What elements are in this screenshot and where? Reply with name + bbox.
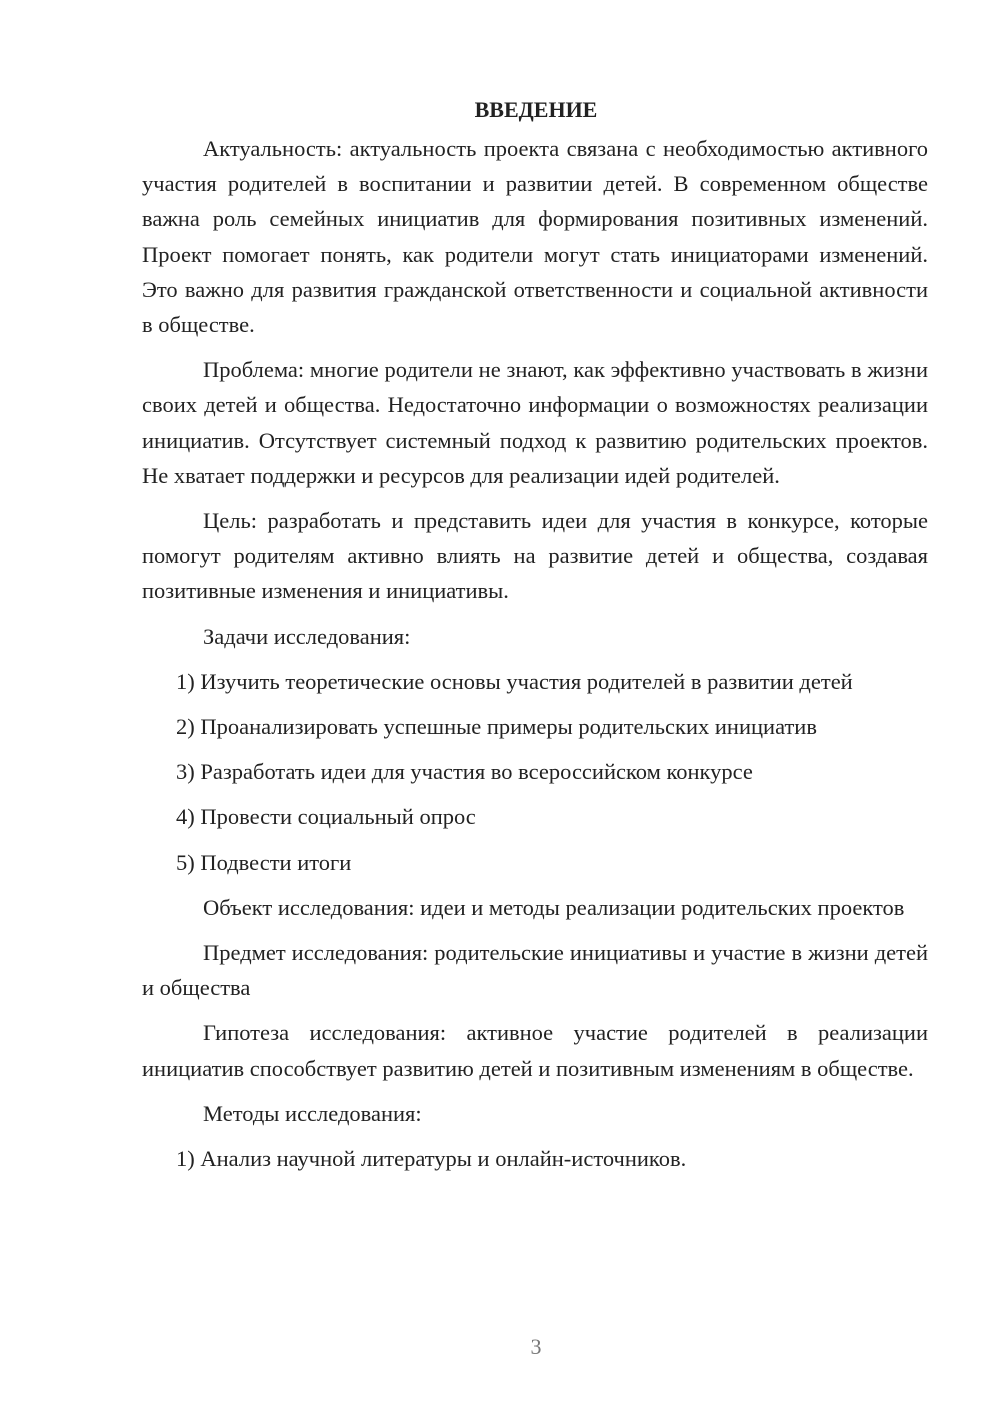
methods-heading: Методы исследования:	[203, 1100, 422, 1126]
section-title: ВВЕДЕНИЕ	[474, 97, 598, 122]
problem-paragraph: Проблема: многие родители не знают, как эффективно участвовать в жизни своих детей и общества. Недостаточно информации о возможностях реализации инициатив. Отсутствует системный подход к развитию родительских проектов. Не хватает поддержки и ресурсов для реализации идей родителей.	[142, 357, 928, 488]
task-item: 4) Провести социальный опрос	[176, 804, 476, 830]
goal-paragraph: Цель: разработать и представить идеи для участия в конкурсе, которые помогут родителям активно влиять на развитие детей и общества, создавая позитивные изменения и инициативы.	[142, 508, 928, 604]
methods-list	[142, 1141, 928, 1176]
method-item: 1) Анализ научной литературы и онлайн-источников.	[176, 1146, 687, 1172]
task-item: 2) Проанализировать успешные примеры родительских инициатив	[176, 714, 817, 740]
document-page	[142, 92, 928, 1186]
hypothesis-paragraph: Гипотеза исследования: активное участие родителей в реализации инициатив способствует развитию детей и позитивным изменениям в обществе.	[142, 1020, 928, 1081]
relevance-paragraph: Актуальность: актуальность проекта связана с необходимостью активного участия родителей в воспитании и развитии детей. В современном обществе важна роль семейных инициатив для формирования позитивных изменений. Проект помогает понять, как родители могут стать инициаторами изменений. Это важно для развития гражданской ответственности и социальной активности в обществе.	[142, 136, 928, 338]
object-paragraph: Объект исследования: идеи и методы реализации родительских проектов	[203, 894, 905, 920]
subject-paragraph: Предмет исследования: родительские инициативы и участие в жизни детей и общества	[142, 940, 928, 1001]
tasks-list	[142, 664, 928, 880]
task-item: 5) Подвести итоги	[176, 849, 352, 875]
tasks-heading: Задачи исследования:	[203, 623, 411, 649]
task-item: 1) Изучить теоретические основы участия родителей в развитии детей	[176, 668, 853, 694]
task-item: 3) Разработать идеи для участия во всероссийском конкурсе	[176, 759, 753, 785]
page-number: 3	[530, 1334, 542, 1359]
